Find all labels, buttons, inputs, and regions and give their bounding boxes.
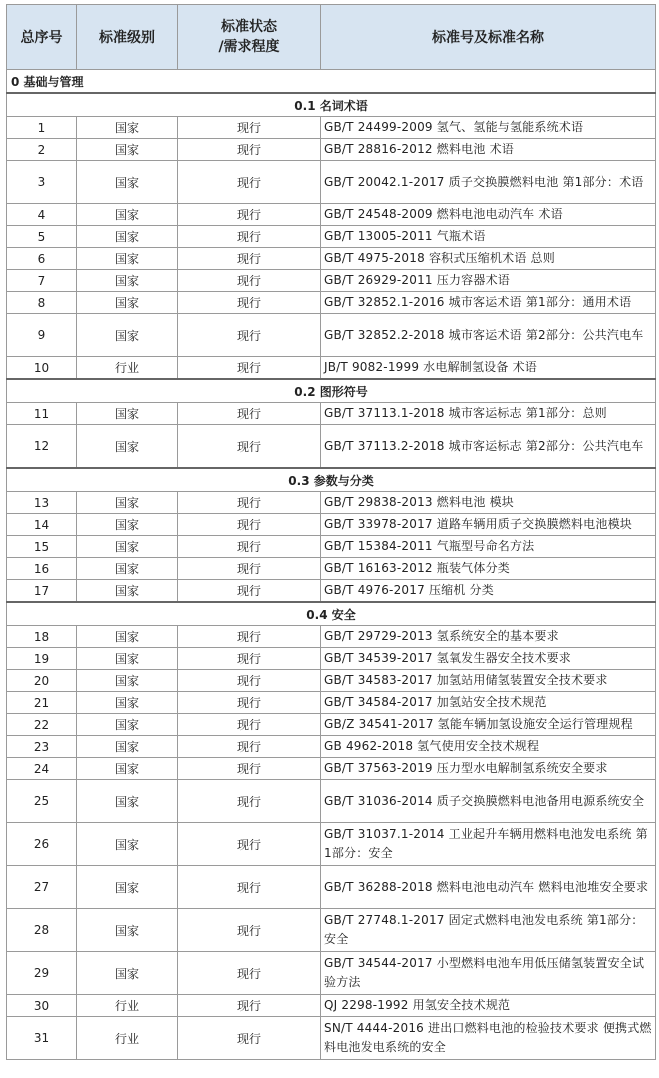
- cell-standard-name: GB/T 13005-2011 气瓶术语: [321, 226, 656, 248]
- cell-status: 现行: [178, 226, 321, 248]
- table-row: [7, 270, 656, 292]
- cell-status: 现行: [178, 692, 321, 714]
- cell-level: 国家: [77, 626, 178, 648]
- header-status-text: 标准状态 /需求程度: [218, 19, 280, 55]
- cell-standard-name: GB/T 31036-2014 质子交换膜燃料电池备用电源系统安全: [321, 780, 656, 823]
- cell-status: 现行: [178, 780, 321, 823]
- cell-serial: 15: [7, 536, 77, 558]
- cell-serial: 12: [7, 425, 77, 469]
- section-title: 0.4 安全: [7, 602, 656, 626]
- cell-status: 现行: [178, 314, 321, 357]
- cell-level: 国家: [77, 692, 178, 714]
- cell-status: 现行: [178, 514, 321, 536]
- cell-serial: 24: [7, 758, 77, 780]
- table-row: [7, 758, 656, 780]
- cell-standard-name: GB/T 33978-2017 道路车辆用质子交换膜燃料电池模块: [321, 514, 656, 536]
- cell-status: 现行: [178, 866, 321, 909]
- cell-standard-name: GB/T 24499-2009 氢气、氢能与氢能系统术语: [321, 117, 656, 139]
- table-row: [7, 139, 656, 161]
- cell-standard-name: SN/T 4444-2016 进出口燃料电池的检验技术要求 便携式燃料电池发电系统的安全: [321, 1017, 656, 1060]
- cell-serial: 11: [7, 403, 77, 425]
- cell-standard-name: GB/T 34584-2017 加氢站安全技术规范: [321, 692, 656, 714]
- section-header-row: [7, 93, 656, 117]
- cell-serial: 30: [7, 995, 77, 1017]
- cell-serial: 1: [7, 117, 77, 139]
- cell-level: 行业: [77, 995, 178, 1017]
- cell-status: 现行: [178, 248, 321, 270]
- cell-level: 国家: [77, 714, 178, 736]
- section-title: 0.1 名词术语: [7, 93, 656, 117]
- cell-standard-name: GB/T 32852.1-2016 城市客运术语 第1部分：通用术语: [321, 292, 656, 314]
- cell-serial: 26: [7, 823, 77, 866]
- cell-serial: 18: [7, 626, 77, 648]
- cell-level: 国家: [77, 226, 178, 248]
- table-row: [7, 823, 656, 866]
- cell-standard-name: GB/T 32852.2-2018 城市客运术语 第2部分：公共汽电车: [321, 314, 656, 357]
- table-row: [7, 909, 656, 952]
- cell-standard-name: GB/T 4975-2018 容积式压缩机术语 总则: [321, 248, 656, 270]
- table-row: [7, 995, 656, 1017]
- cell-status: 现行: [178, 117, 321, 139]
- cell-level: 国家: [77, 952, 178, 995]
- cell-serial: 20: [7, 670, 77, 692]
- cell-serial: 22: [7, 714, 77, 736]
- cell-level: 国家: [77, 248, 178, 270]
- cell-status: 现行: [178, 270, 321, 292]
- cell-status: 现行: [178, 357, 321, 380]
- cell-standard-name: GB/T 37113.2-2018 城市客运标志 第2部分：公共汽电车: [321, 425, 656, 469]
- cell-level: 国家: [77, 403, 178, 425]
- cell-serial: 23: [7, 736, 77, 758]
- cell-status: 现行: [178, 736, 321, 758]
- header-level: 标准级别: [77, 5, 178, 70]
- cell-level: 国家: [77, 780, 178, 823]
- section-header-row: [7, 602, 656, 626]
- cell-status: 现行: [178, 714, 321, 736]
- section-title: 0.2 图形符号: [7, 379, 656, 403]
- cell-serial: 4: [7, 204, 77, 226]
- cell-standard-name: GB/T 34539-2017 氢氧发生器安全技术要求: [321, 648, 656, 670]
- cell-level: 国家: [77, 866, 178, 909]
- table-row: [7, 692, 656, 714]
- group-row: [7, 70, 656, 94]
- cell-level: 国家: [77, 536, 178, 558]
- cell-standard-name: GB/T 31037.1-2014 工业起升车辆用燃料电池发电系统 第1部分：安全: [321, 823, 656, 866]
- cell-serial: 9: [7, 314, 77, 357]
- cell-standard-name: GB/T 15384-2011 气瓶型号命名方法: [321, 536, 656, 558]
- cell-standard-name: GB/T 27748.1-2017 固定式燃料电池发电系统 第1部分：安全: [321, 909, 656, 952]
- table-row: [7, 314, 656, 357]
- cell-level: 行业: [77, 357, 178, 380]
- cell-level: 国家: [77, 823, 178, 866]
- cell-level: 国家: [77, 514, 178, 536]
- cell-level: 国家: [77, 758, 178, 780]
- cell-level: 国家: [77, 909, 178, 952]
- table-row: [7, 714, 656, 736]
- cell-level: 国家: [77, 270, 178, 292]
- cell-status: 现行: [178, 758, 321, 780]
- cell-level: 国家: [77, 292, 178, 314]
- cell-status: 现行: [178, 558, 321, 580]
- table-row: [7, 248, 656, 270]
- cell-status: 现行: [178, 492, 321, 514]
- cell-standard-name: GB/T 34544-2017 小型燃料电池车用低压储氢装置安全试验方法: [321, 952, 656, 995]
- cell-serial: 17: [7, 580, 77, 603]
- table-row: [7, 536, 656, 558]
- cell-serial: 6: [7, 248, 77, 270]
- cell-standard-name: GB/T 29729-2013 氢系统安全的基本要求: [321, 626, 656, 648]
- cell-standard-name: GB/T 34583-2017 加氢站用储氢装置安全技术要求: [321, 670, 656, 692]
- cell-level: 国家: [77, 204, 178, 226]
- cell-status: 现行: [178, 161, 321, 204]
- standards-table: [6, 4, 656, 1060]
- table-row: [7, 117, 656, 139]
- header-status: [178, 5, 321, 70]
- cell-standard-name: GB/T 24548-2009 燃料电池电动汽车 术语: [321, 204, 656, 226]
- cell-serial: 13: [7, 492, 77, 514]
- cell-serial: 3: [7, 161, 77, 204]
- cell-status: 现行: [178, 425, 321, 469]
- group-title: 0 基础与管理: [7, 70, 656, 94]
- table-row: [7, 866, 656, 909]
- cell-level: 国家: [77, 492, 178, 514]
- table-row: [7, 670, 656, 692]
- cell-standard-name: GB/Z 34541-2017 氢能车辆加氢设施安全运行管理规程: [321, 714, 656, 736]
- cell-standard-name: GB/T 16163-2012 瓶装气体分类: [321, 558, 656, 580]
- cell-serial: 19: [7, 648, 77, 670]
- cell-status: 现行: [178, 580, 321, 603]
- cell-level: 国家: [77, 648, 178, 670]
- cell-serial: 5: [7, 226, 77, 248]
- cell-status: 现行: [178, 823, 321, 866]
- cell-serial: 10: [7, 357, 77, 380]
- table-row: [7, 736, 656, 758]
- cell-standard-name: GB/T 28816-2012 燃料电池 术语: [321, 139, 656, 161]
- cell-level: 国家: [77, 736, 178, 758]
- header-serial: 总序号: [7, 5, 77, 70]
- table-row: [7, 1017, 656, 1060]
- table-row: [7, 403, 656, 425]
- table-row: [7, 558, 656, 580]
- table-row: [7, 357, 656, 380]
- table-row: [7, 161, 656, 204]
- cell-level: 国家: [77, 580, 178, 603]
- cell-status: 现行: [178, 952, 321, 995]
- cell-standard-name: GB/T 4976-2017 压缩机 分类: [321, 580, 656, 603]
- cell-level: 国家: [77, 117, 178, 139]
- cell-standard-name: GB/T 37113.1-2018 城市客运标志 第1部分：总则: [321, 403, 656, 425]
- cell-serial: 21: [7, 692, 77, 714]
- cell-serial: 27: [7, 866, 77, 909]
- table-row: [7, 952, 656, 995]
- cell-level: 国家: [77, 670, 178, 692]
- header-standard-name: 标准号及标准名称: [321, 5, 656, 70]
- cell-level: 国家: [77, 425, 178, 469]
- cell-serial: 7: [7, 270, 77, 292]
- cell-status: 现行: [178, 626, 321, 648]
- cell-status: 现行: [178, 403, 321, 425]
- table-row: [7, 780, 656, 823]
- table-row: [7, 425, 656, 469]
- section-header-row: [7, 379, 656, 403]
- cell-standard-name: GB/T 36288-2018 燃料电池电动汽车 燃料电池堆安全要求: [321, 866, 656, 909]
- table-row: [7, 226, 656, 248]
- cell-standard-name: GB/T 37563-2019 压力型水电解制氢系统安全要求: [321, 758, 656, 780]
- table-row: [7, 580, 656, 603]
- cell-standard-name: QJ 2298-1992 用氢安全技术规范: [321, 995, 656, 1017]
- cell-status: 现行: [178, 292, 321, 314]
- cell-serial: 25: [7, 780, 77, 823]
- cell-standard-name: JB/T 9082-1999 水电解制氢设备 术语: [321, 357, 656, 380]
- cell-serial: 16: [7, 558, 77, 580]
- cell-level: 行业: [77, 1017, 178, 1060]
- cell-level: 国家: [77, 558, 178, 580]
- table-row: [7, 292, 656, 314]
- cell-status: 现行: [178, 995, 321, 1017]
- cell-serial: 31: [7, 1017, 77, 1060]
- cell-status: 现行: [178, 1017, 321, 1060]
- cell-serial: 14: [7, 514, 77, 536]
- table-row: [7, 626, 656, 648]
- cell-status: 现行: [178, 648, 321, 670]
- cell-serial: 28: [7, 909, 77, 952]
- table-row: [7, 204, 656, 226]
- table-body: [7, 70, 656, 1060]
- header-row: [7, 5, 656, 70]
- cell-status: 现行: [178, 139, 321, 161]
- cell-serial: 8: [7, 292, 77, 314]
- cell-status: 现行: [178, 536, 321, 558]
- cell-standard-name: GB 4962-2018 氢气使用安全技术规程: [321, 736, 656, 758]
- section-title: 0.3 参数与分类: [7, 468, 656, 492]
- cell-status: 现行: [178, 204, 321, 226]
- table-row: [7, 648, 656, 670]
- section-header-row: [7, 468, 656, 492]
- cell-standard-name: GB/T 20042.1-2017 质子交换膜燃料电池 第1部分：术语: [321, 161, 656, 204]
- cell-standard-name: GB/T 29838-2013 燃料电池 模块: [321, 492, 656, 514]
- cell-serial: 2: [7, 139, 77, 161]
- cell-level: 国家: [77, 139, 178, 161]
- cell-status: 现行: [178, 909, 321, 952]
- cell-serial: 29: [7, 952, 77, 995]
- table-row: [7, 492, 656, 514]
- cell-standard-name: GB/T 26929-2011 压力容器术语: [321, 270, 656, 292]
- cell-status: 现行: [178, 670, 321, 692]
- cell-level: 国家: [77, 161, 178, 204]
- table-row: [7, 514, 656, 536]
- cell-level: 国家: [77, 314, 178, 357]
